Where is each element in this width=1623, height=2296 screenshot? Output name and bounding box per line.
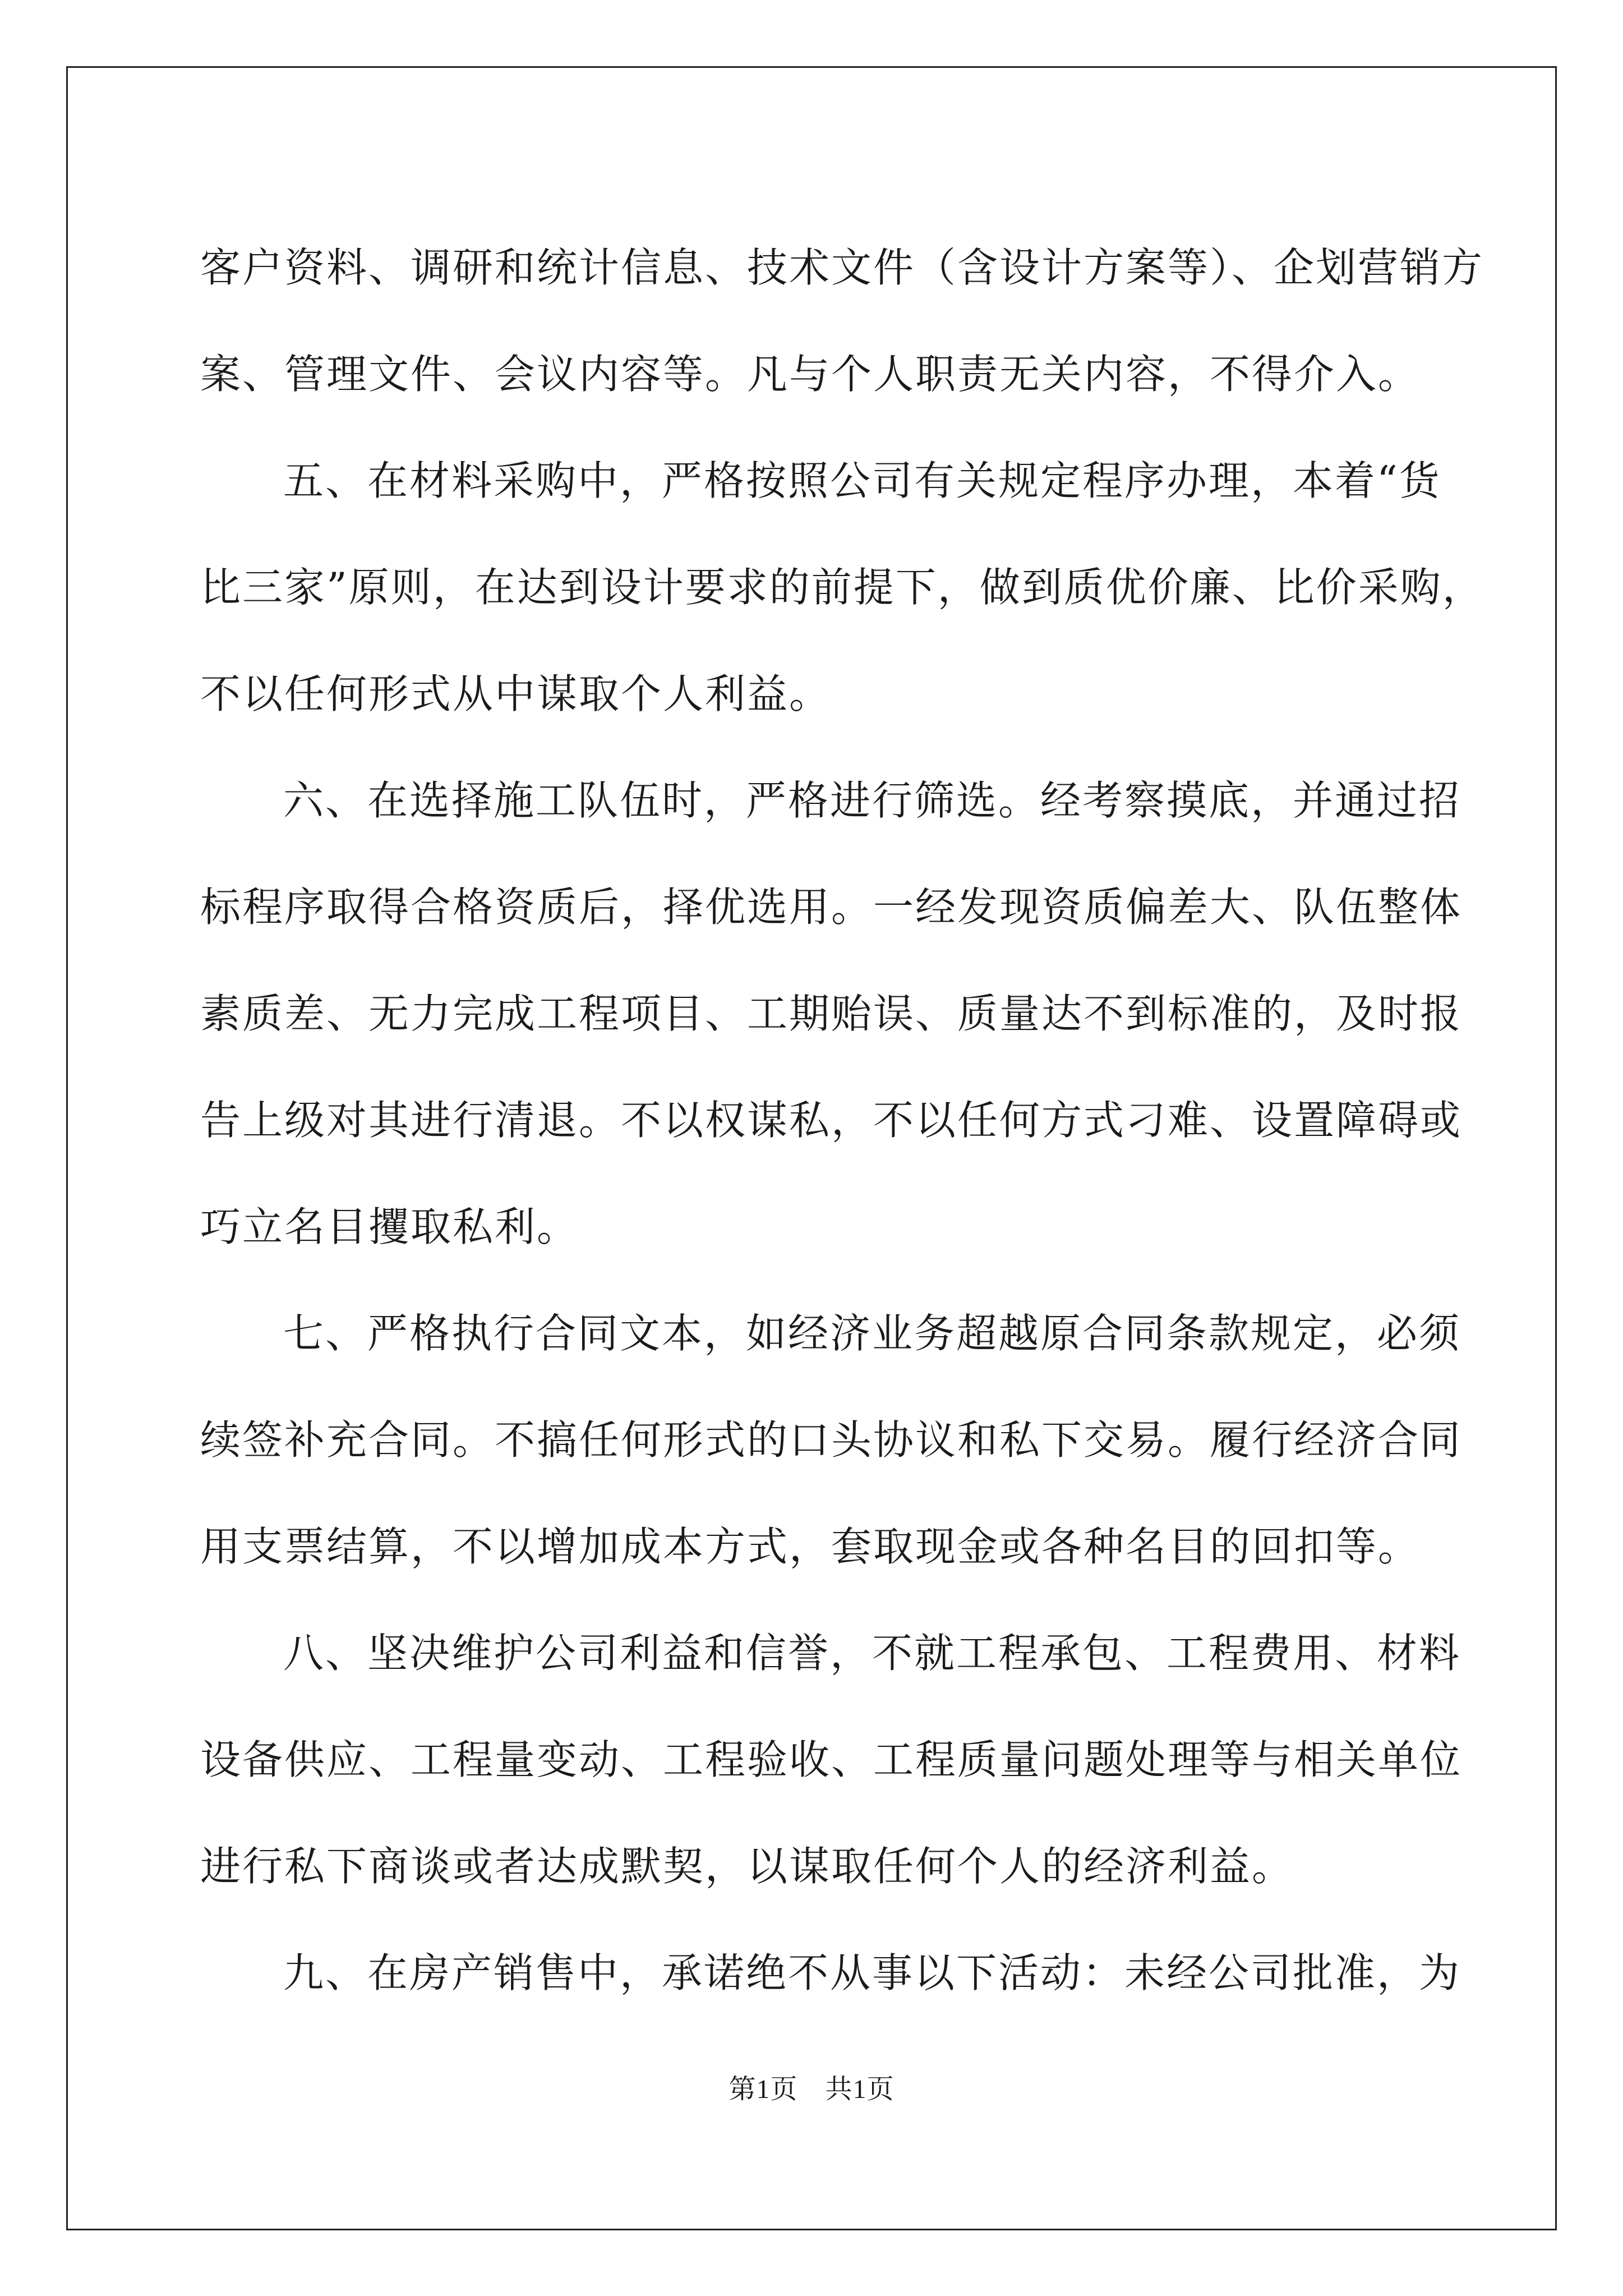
text-line: 比三家”原则，在达到设计要求的前提下，做到质优价廉、比价采购，: [200, 564, 1484, 611]
text-line: 六、在选择施工队伍时，严格进行筛选。经考察摸底，并通过招: [283, 777, 1461, 824]
text-line: 七、严格执行合同文本，如经济业务超越原合同条款规定，必须: [283, 1310, 1461, 1357]
page-number-footer: 第1页 共1页: [728, 2074, 895, 2104]
text-line: 案、管理文件、会议内容等。凡与个人职责无关内容，不得介入。: [200, 351, 1421, 398]
document-body: [200, 214, 1484, 2026]
text-line: 客户资料、调研和统计信息、技术文件（含设计方案等）、企划营销方: [200, 244, 1484, 291]
text-line: 巧立名目攫取私利。: [200, 1203, 579, 1250]
text-line: 告上级对其进行清退。不以权谋私，不以任何方式刁难、设置障碍或: [200, 1097, 1463, 1144]
text-line: 续签补充合同。不搞任何形式的口头协议和私下交易。履行经济合同: [200, 1416, 1463, 1464]
text-line: 八、坚决维护公司利益和信誉，不就工程承包、工程费用、材料: [283, 1630, 1461, 1677]
text-line: 用支票结算，不以增加成本方式，套取现金或各种名目的回扣等。: [200, 1523, 1421, 1570]
text-line: 素质差、无力完成工程项目、工期贻误、质量达不到标准的，及时报: [200, 990, 1463, 1037]
text-line: 标程序取得合格资质后，择优选用。一经发现资质偏差大、队伍整体: [200, 884, 1463, 931]
text-line: 进行私下商谈或者达成默契，以谋取任何个人的经济利益。: [200, 1843, 1294, 1890]
text-line: 设备供应、工程量变动、工程验收、工程质量问题处理等与相关单位: [200, 1736, 1463, 1783]
text-line: 五、在材料采购中，严格按照公司有关规定程序办理，本着“货: [283, 457, 1441, 504]
text-line: 不以任何形式从中谋取个人利益。: [200, 670, 832, 717]
text-line: 九、在房产销售中，承诺绝不从事以下活动：未经公司批准，为: [283, 1949, 1461, 1996]
